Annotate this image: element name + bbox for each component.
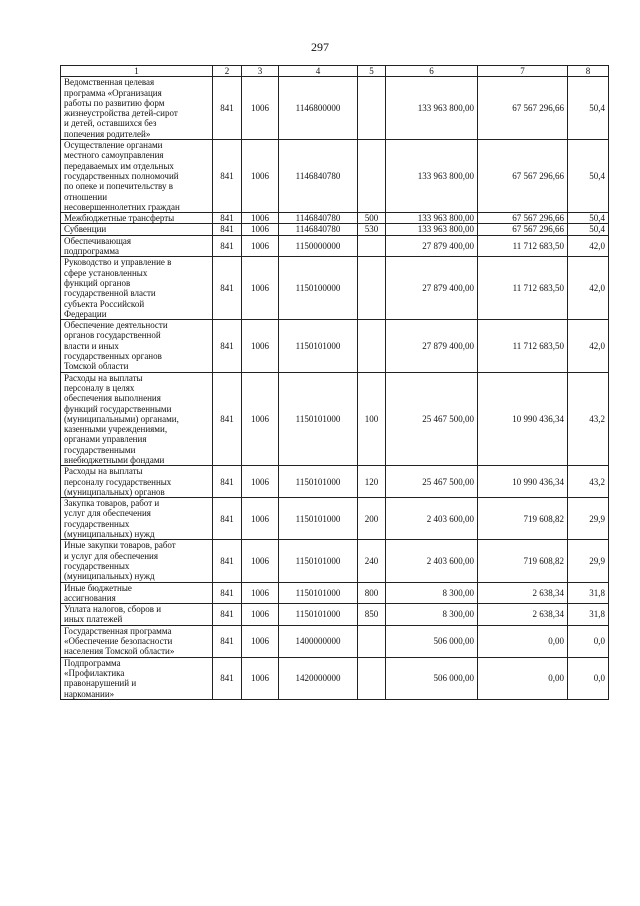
agency-code: 841 bbox=[213, 77, 242, 140]
budget-table bbox=[60, 65, 609, 700]
planned-amount: 25 467 500,00 bbox=[386, 372, 478, 466]
planned-amount: 8 300,00 bbox=[386, 582, 478, 604]
agency-code: 841 bbox=[213, 213, 242, 224]
section-code: 1006 bbox=[242, 498, 279, 540]
budget-item-name: Уплата налогов, сборов и иных платежей bbox=[61, 604, 213, 626]
executed-amount: 11 712 683,50 bbox=[478, 235, 568, 257]
budget-item-name: Субвенции bbox=[61, 224, 213, 235]
table-row bbox=[61, 257, 609, 320]
expense-type-code bbox=[358, 657, 386, 699]
budget-item-name: Ведомственная целевая программа «Организация работы по развитию форм жизнеустройства детей-сирот и детей, оставшихся без попечения родителей» bbox=[61, 77, 213, 140]
header-cell: 1 bbox=[61, 66, 213, 77]
page-number: 297 bbox=[311, 40, 329, 54]
executed-amount: 2 638,34 bbox=[478, 604, 568, 626]
expense-type-code bbox=[358, 77, 386, 140]
planned-amount: 27 879 400,00 bbox=[386, 235, 478, 257]
budget-item-name: Осуществление органами местного самоуправления передаваемых им отдельных государственных полномочий по опеке и попечительству в отношении несовершеннолетних граждан bbox=[61, 140, 213, 213]
executed-amount: 11 712 683,50 bbox=[478, 257, 568, 320]
executed-amount: 67 567 296,66 bbox=[478, 140, 568, 213]
execution-percent: 43,2 bbox=[568, 466, 609, 498]
executed-amount: 0,00 bbox=[478, 625, 568, 657]
budget-item-name: Иные закупки товаров, работ и услуг для обеспечения государственных (муниципальных) нужд bbox=[61, 540, 213, 582]
target-article-code: 1400000000 bbox=[279, 625, 358, 657]
execution-percent: 42,0 bbox=[568, 320, 609, 372]
target-article-code: 1150000000 bbox=[279, 235, 358, 257]
expense-type-code: 530 bbox=[358, 224, 386, 235]
planned-amount: 8 300,00 bbox=[386, 604, 478, 626]
table-row bbox=[61, 140, 609, 213]
budget-item-name: Иные бюджетные ассигнования bbox=[61, 582, 213, 604]
agency-code: 841 bbox=[213, 540, 242, 582]
table-row bbox=[61, 224, 609, 235]
executed-amount: 10 990 436,34 bbox=[478, 466, 568, 498]
executed-amount: 719 608,82 bbox=[478, 540, 568, 582]
executed-amount: 67 567 296,66 bbox=[478, 213, 568, 224]
expense-type-code: 200 bbox=[358, 498, 386, 540]
execution-percent: 50,4 bbox=[568, 213, 609, 224]
target-article-code: 1150101000 bbox=[279, 498, 358, 540]
executed-amount: 67 567 296,66 bbox=[478, 224, 568, 235]
agency-code: 841 bbox=[213, 235, 242, 257]
section-code: 1006 bbox=[242, 657, 279, 699]
section-code: 1006 bbox=[242, 582, 279, 604]
target-article-code: 1150100000 bbox=[279, 257, 358, 320]
execution-percent: 31,8 bbox=[568, 582, 609, 604]
section-code: 1006 bbox=[242, 140, 279, 213]
table-row bbox=[61, 235, 609, 257]
section-code: 1006 bbox=[242, 77, 279, 140]
executed-amount: 719 608,82 bbox=[478, 498, 568, 540]
target-article-code: 1146800000 bbox=[279, 77, 358, 140]
section-code: 1006 bbox=[242, 625, 279, 657]
target-article-code: 1150101000 bbox=[279, 372, 358, 466]
planned-amount: 27 879 400,00 bbox=[386, 257, 478, 320]
target-article-code: 1150101000 bbox=[279, 320, 358, 372]
budget-item-name: Расходы на выплаты персоналу государственных (муниципальных) органов bbox=[61, 466, 213, 498]
header-cell: 8 bbox=[568, 66, 609, 77]
execution-percent: 0,0 bbox=[568, 625, 609, 657]
section-code: 1006 bbox=[242, 235, 279, 257]
table-row bbox=[61, 466, 609, 498]
budget-item-name: Расходы на выплаты персоналу в целях обеспечения выполнения функций государственными (муниципальными) органами, казенными учреждениями, органами управления государственными внебюджетными фондами bbox=[61, 372, 213, 466]
execution-percent: 50,4 bbox=[568, 77, 609, 140]
target-article-code: 1150101000 bbox=[279, 604, 358, 626]
executed-amount: 0,00 bbox=[478, 657, 568, 699]
table-row bbox=[61, 498, 609, 540]
executed-amount: 10 990 436,34 bbox=[478, 372, 568, 466]
expense-type-code bbox=[358, 140, 386, 213]
agency-code: 841 bbox=[213, 498, 242, 540]
agency-code: 841 bbox=[213, 582, 242, 604]
execution-percent: 42,0 bbox=[568, 257, 609, 320]
planned-amount: 2 403 600,00 bbox=[386, 540, 478, 582]
table-row bbox=[61, 540, 609, 582]
target-article-code: 1146840780 bbox=[279, 140, 358, 213]
execution-percent: 43,2 bbox=[568, 372, 609, 466]
table-row bbox=[61, 604, 609, 626]
planned-amount: 133 963 800,00 bbox=[386, 77, 478, 140]
execution-percent: 50,4 bbox=[568, 224, 609, 235]
executed-amount: 11 712 683,50 bbox=[478, 320, 568, 372]
budget-item-name: Государственная программа «Обеспечение безопасности населения Томской области» bbox=[61, 625, 213, 657]
agency-code: 841 bbox=[213, 140, 242, 213]
agency-code: 841 bbox=[213, 320, 242, 372]
expense-type-code: 120 bbox=[358, 466, 386, 498]
section-code: 1006 bbox=[242, 540, 279, 582]
section-code: 1006 bbox=[242, 213, 279, 224]
table-row bbox=[61, 320, 609, 372]
target-article-code: 1150101000 bbox=[279, 582, 358, 604]
planned-amount: 133 963 800,00 bbox=[386, 213, 478, 224]
agency-code: 841 bbox=[213, 224, 242, 235]
target-article-code: 1150101000 bbox=[279, 466, 358, 498]
table-row bbox=[61, 657, 609, 699]
execution-percent: 29,9 bbox=[568, 540, 609, 582]
execution-percent: 42,0 bbox=[568, 235, 609, 257]
header-row bbox=[61, 66, 609, 77]
table-row bbox=[61, 213, 609, 224]
budget-item-name: Обеспечение деятельности органов государственной власти и иных государственных органов Томской области bbox=[61, 320, 213, 372]
planned-amount: 133 963 800,00 bbox=[386, 140, 478, 213]
section-code: 1006 bbox=[242, 320, 279, 372]
section-code: 1006 bbox=[242, 372, 279, 466]
budget-item-name: Подпрограмма «Профилактика правонарушений и наркомании» bbox=[61, 657, 213, 699]
header-cell: 7 bbox=[478, 66, 568, 77]
header-cell: 2 bbox=[213, 66, 242, 77]
header-cell: 6 bbox=[386, 66, 478, 77]
expense-type-code: 850 bbox=[358, 604, 386, 626]
expense-type-code: 100 bbox=[358, 372, 386, 466]
planned-amount: 25 467 500,00 bbox=[386, 466, 478, 498]
planned-amount: 2 403 600,00 bbox=[386, 498, 478, 540]
table-row bbox=[61, 77, 609, 140]
agency-code: 841 bbox=[213, 372, 242, 466]
agency-code: 841 bbox=[213, 257, 242, 320]
budget-item-name: Межбюджетные трансферты bbox=[61, 213, 213, 224]
expense-type-code bbox=[358, 320, 386, 372]
section-code: 1006 bbox=[242, 257, 279, 320]
expense-type-code: 800 bbox=[358, 582, 386, 604]
executed-amount: 67 567 296,66 bbox=[478, 77, 568, 140]
target-article-code: 1420000000 bbox=[279, 657, 358, 699]
execution-percent: 0,0 bbox=[568, 657, 609, 699]
planned-amount: 27 879 400,00 bbox=[386, 320, 478, 372]
agency-code: 841 bbox=[213, 604, 242, 626]
executed-amount: 2 638,34 bbox=[478, 582, 568, 604]
header-cell: 4 bbox=[279, 66, 358, 77]
budget-item-name: Обеспечивающая подпрограмма bbox=[61, 235, 213, 257]
target-article-code: 1146840780 bbox=[279, 213, 358, 224]
target-article-code: 1146840780 bbox=[279, 224, 358, 235]
agency-code: 841 bbox=[213, 657, 242, 699]
planned-amount: 506 000,00 bbox=[386, 625, 478, 657]
planned-amount: 506 000,00 bbox=[386, 657, 478, 699]
budget-item-name: Руководство и управление в сфере установленных функций органов государственной власти субъекта Российской Федерации bbox=[61, 257, 213, 320]
execution-percent: 50,4 bbox=[568, 140, 609, 213]
table-row bbox=[61, 372, 609, 466]
target-article-code: 1150101000 bbox=[279, 540, 358, 582]
section-code: 1006 bbox=[242, 466, 279, 498]
execution-percent: 29,9 bbox=[568, 498, 609, 540]
expense-type-code bbox=[358, 625, 386, 657]
section-code: 1006 bbox=[242, 604, 279, 626]
expense-type-code bbox=[358, 257, 386, 320]
section-code: 1006 bbox=[242, 224, 279, 235]
agency-code: 841 bbox=[213, 466, 242, 498]
expense-type-code: 240 bbox=[358, 540, 386, 582]
header-cell: 5 bbox=[358, 66, 386, 77]
agency-code: 841 bbox=[213, 625, 242, 657]
expense-type-code: 500 bbox=[358, 213, 386, 224]
expense-type-code bbox=[358, 235, 386, 257]
table-row bbox=[61, 625, 609, 657]
execution-percent: 31,8 bbox=[568, 604, 609, 626]
budget-item-name: Закупка товаров, работ и услуг для обеспечения государственных (муниципальных) нужд bbox=[61, 498, 213, 540]
planned-amount: 133 963 800,00 bbox=[386, 224, 478, 235]
header-cell: 3 bbox=[242, 66, 279, 77]
table-row bbox=[61, 582, 609, 604]
table-body bbox=[61, 77, 609, 700]
